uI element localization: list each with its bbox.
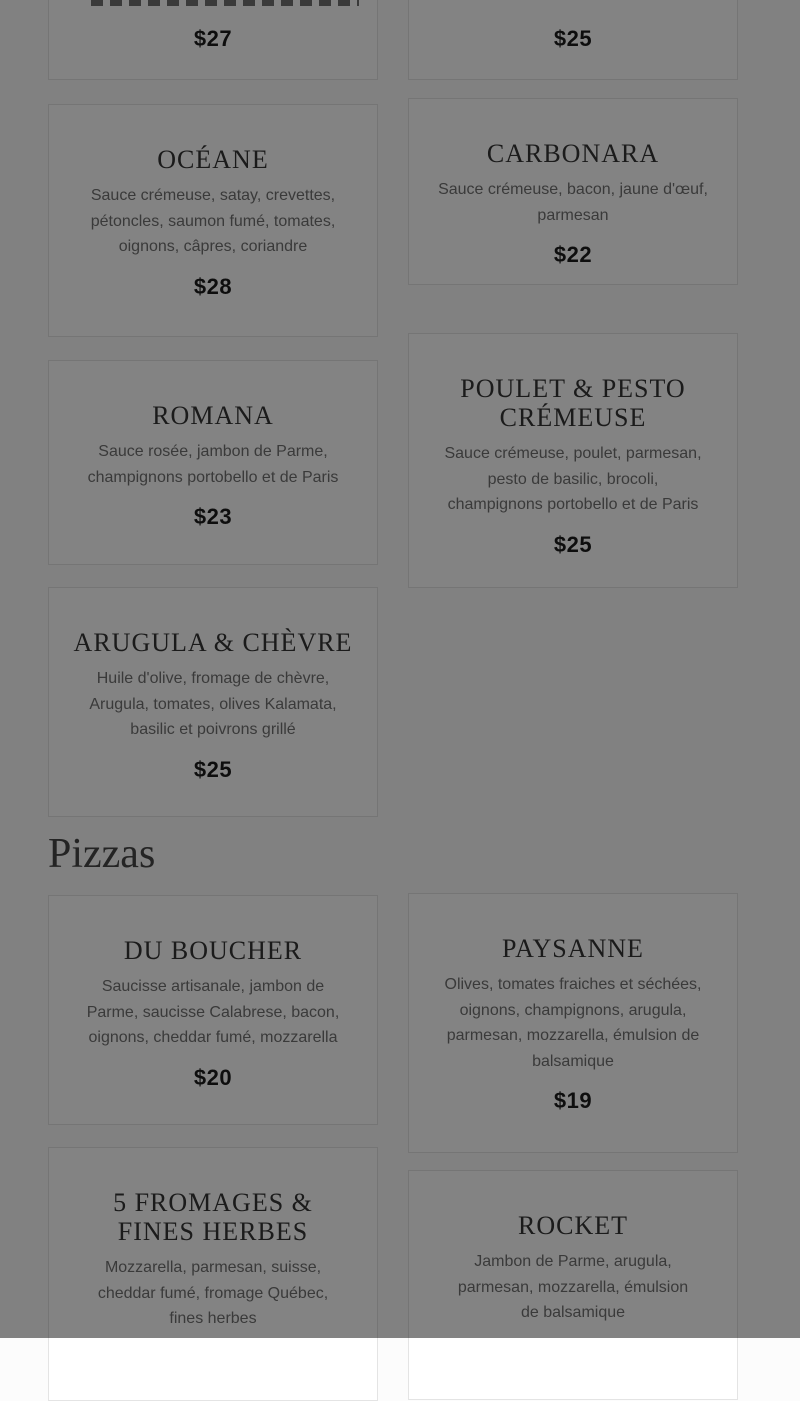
menu-item-title: ROCKET bbox=[431, 1211, 715, 1240]
menu-item-price: $25 bbox=[71, 754, 355, 786]
menu-item-description: Jambon de Parme, arugula, parmesan, mozzarella, émulsion de balsamique bbox=[453, 1249, 693, 1326]
menu-item-title: PAYSANNE bbox=[431, 934, 715, 963]
menu-item-description: Saucisse artisanale, jambon de Parme, saucisse Calabrese, bacon, oignons, cheddar fumé, mozzarella bbox=[82, 974, 344, 1051]
menu-item-title: ROMANA bbox=[71, 401, 355, 430]
menu-item-card bbox=[48, 587, 378, 817]
menu-item-card bbox=[408, 1170, 738, 1400]
menu-item-description: Sauce crémeuse, poulet, parmesan, pesto de basilic, brocoli, champignons portobello et de Paris bbox=[442, 441, 704, 518]
menu-item-description: Mozzarella, parmesan, suisse, cheddar fumé, fromage Québec, fines herbes bbox=[88, 1255, 338, 1332]
menu-section-heading: Pizzas bbox=[48, 829, 155, 879]
menu-item-description: Sauce crémeuse, bacon, jaune d'œuf, parmesan bbox=[433, 177, 713, 228]
clipped-text-remnant bbox=[91, 0, 359, 6]
menu-item-card bbox=[48, 1147, 378, 1401]
menu-item-card bbox=[48, 0, 378, 80]
menu-item-card bbox=[408, 893, 738, 1153]
menu-item-description: Sauce rosée, jambon de Parme, champignons portobello et de Paris bbox=[82, 439, 344, 490]
menu-item-price: $23 bbox=[71, 501, 355, 533]
menu-item-price: $22 bbox=[431, 239, 715, 271]
menu-item-price: $25 bbox=[431, 529, 715, 561]
menu-item-price: $20 bbox=[71, 1062, 355, 1094]
menu-item-price: $27 bbox=[71, 23, 355, 55]
menu-item-card bbox=[408, 98, 738, 285]
menu-item-title: ARUGULA & CHÈVRE bbox=[71, 628, 355, 657]
menu-item-card bbox=[48, 360, 378, 565]
menu-item-title: 5 FROMAGES & FINES HERBES bbox=[71, 1188, 355, 1246]
menu-item-description: Olives, tomates fraiches et séchées, oignons, champignons, arugula, parmesan, mozzarella, émulsion de balsamique bbox=[438, 972, 708, 1074]
menu-item-price: $25 bbox=[431, 23, 715, 55]
menu-item-card bbox=[408, 333, 738, 588]
menu-item-card bbox=[408, 0, 738, 80]
menu-item-description: Huile d'olive, fromage de chèvre, Arugula, tomates, olives Kalamata, basilic et poivrons grillé bbox=[82, 666, 344, 743]
menu-item-card bbox=[48, 895, 378, 1125]
menu-item-title: OCÉANE bbox=[71, 145, 355, 174]
menu-item-title: CARBONARA bbox=[431, 139, 715, 168]
menu-item-card bbox=[48, 104, 378, 337]
menu-item-price: $28 bbox=[71, 271, 355, 303]
menu-item-title: DU BOUCHER bbox=[71, 936, 355, 965]
menu-item-description: Sauce crémeuse, satay, crevettes, pétoncles, saumon fumé, tomates, oignons, câpres, coriandre bbox=[82, 183, 344, 260]
menu-item-price: $19 bbox=[431, 1085, 715, 1117]
menu-item-title: POULET & PESTO CRÉMEUSE bbox=[431, 374, 715, 432]
